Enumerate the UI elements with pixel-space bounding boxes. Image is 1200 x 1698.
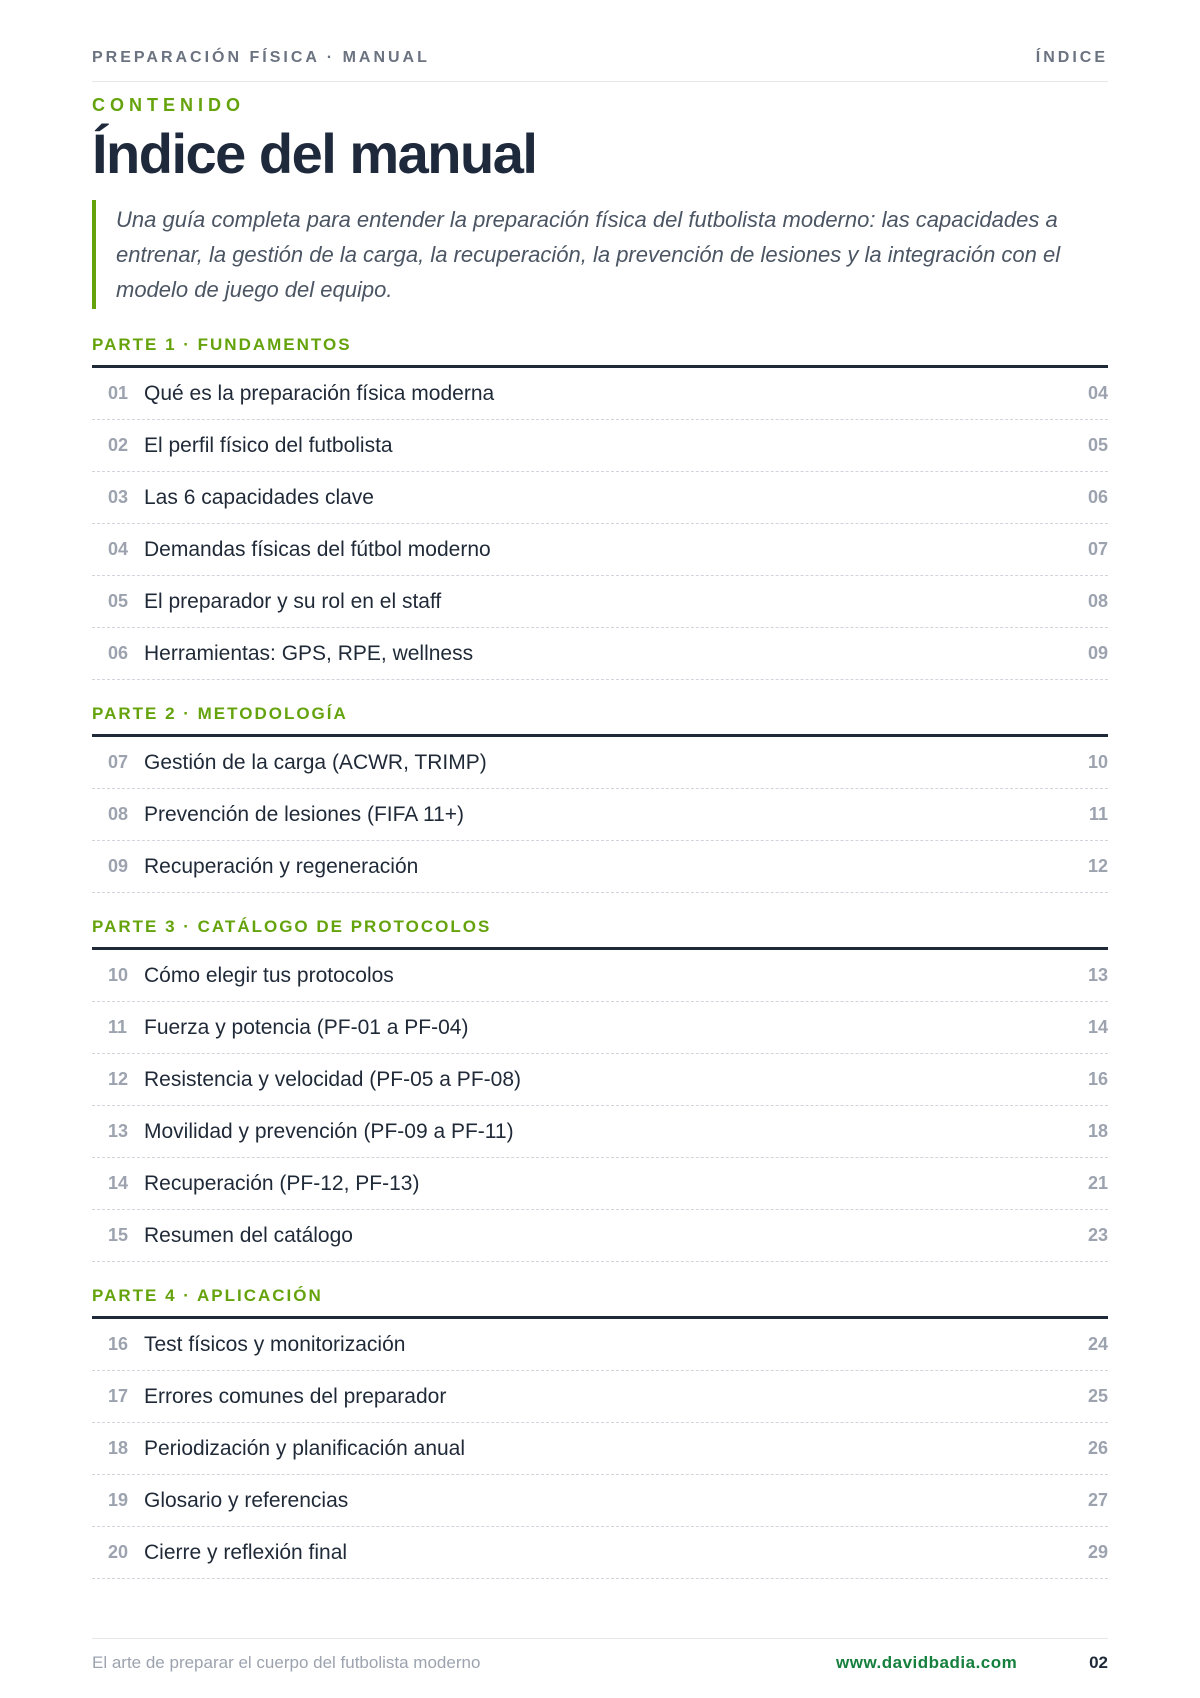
toc-entry[interactable] xyxy=(92,950,1108,1002)
entry-number: 08 xyxy=(108,804,129,825)
entry-page: 06 xyxy=(1087,487,1108,508)
toc-entry[interactable] xyxy=(92,1371,1108,1423)
toc-entry[interactable] xyxy=(92,1319,1108,1371)
toc-entry[interactable] xyxy=(92,628,1108,680)
entry-title: Cierre y reflexión final xyxy=(144,1540,348,1564)
page-title: Índice del manual xyxy=(92,122,537,185)
toc-part-4 xyxy=(92,1286,1108,1579)
running-header xyxy=(92,0,1108,82)
entry-number: 01 xyxy=(108,383,129,404)
toc-entry[interactable] xyxy=(92,1002,1108,1054)
entry-page: 23 xyxy=(1087,1225,1108,1246)
entry-number: 05 xyxy=(108,591,129,612)
part-title: PARTE 1 · FUNDAMENTOS xyxy=(92,335,1108,368)
entry-title: Recuperación (PF-12, PF-13) xyxy=(144,1171,420,1195)
manual-page xyxy=(92,0,1108,1698)
section-eyebrow: CONTENIDO xyxy=(92,95,245,115)
entry-page: 12 xyxy=(1087,856,1108,877)
entry-title: El perfil físico del futbolista xyxy=(144,433,393,457)
entry-page: 10 xyxy=(1087,752,1108,773)
entry-number: 02 xyxy=(108,435,129,456)
entry-page: 11 xyxy=(1088,804,1108,825)
entry-number: 13 xyxy=(108,1121,129,1142)
toc-entry[interactable] xyxy=(92,368,1108,420)
toc-entry[interactable] xyxy=(92,1527,1108,1579)
toc-entry[interactable] xyxy=(92,472,1108,524)
entry-title: Qué es la preparación física moderna xyxy=(144,381,495,405)
intro-blockquote: Una guía completa para entender la preparación física del futbolista moderno: las capacidades a entrenar, la gestión de la carga, la recuperación, la prevención de lesiones y la integración con el modelo de juego del equipo. xyxy=(92,200,1108,309)
toc-entry[interactable] xyxy=(92,1475,1108,1527)
entry-number: 09 xyxy=(108,856,129,877)
entry-page: 13 xyxy=(1087,965,1108,986)
entry-title: Errores comunes del preparador xyxy=(144,1384,447,1408)
entry-number: 04 xyxy=(108,539,129,560)
entry-page: 24 xyxy=(1087,1334,1108,1355)
entry-title: Cómo elegir tus protocolos xyxy=(144,963,394,987)
entry-page: 04 xyxy=(1087,383,1108,404)
toc-entry[interactable] xyxy=(92,1158,1108,1210)
toc-entry[interactable] xyxy=(92,1054,1108,1106)
entry-title: Gestión de la carga (ACWR, TRIMP) xyxy=(144,750,487,774)
toc-entry[interactable] xyxy=(92,789,1108,841)
entry-page: 29 xyxy=(1087,1542,1108,1563)
toc-entry[interactable] xyxy=(92,576,1108,628)
footer-tagline: El arte de preparar el cuerpo del futbolista moderno xyxy=(92,1653,481,1672)
table-of-contents xyxy=(92,335,1108,1579)
entry-number: 12 xyxy=(108,1069,129,1090)
toc-part-3 xyxy=(92,917,1108,1262)
entry-number: 11 xyxy=(108,1017,128,1038)
entry-page: 16 xyxy=(1087,1069,1108,1090)
entry-page: 26 xyxy=(1087,1438,1108,1459)
entry-number: 18 xyxy=(108,1438,129,1459)
entry-title: Las 6 capacidades clave xyxy=(144,485,374,509)
page-number: 02 xyxy=(1089,1653,1108,1672)
entry-title: Herramientas: GPS, RPE, wellness xyxy=(144,641,474,665)
part-title: PARTE 3 · CATÁLOGO DE PROTOCOLOS xyxy=(92,917,1108,950)
entry-page: 08 xyxy=(1087,591,1108,612)
entry-page: 07 xyxy=(1087,539,1108,560)
toc-part-1 xyxy=(92,335,1108,680)
entry-number: 03 xyxy=(108,487,129,508)
entry-title: Resumen del catálogo xyxy=(144,1223,353,1247)
entry-number: 17 xyxy=(108,1386,129,1407)
header-page-label: ÍNDICE xyxy=(1035,49,1108,66)
entry-title: Glosario y referencias xyxy=(144,1488,349,1512)
toc-entry[interactable] xyxy=(92,841,1108,893)
header-section-title: PREPARACIÓN FÍSICA · MANUAL xyxy=(92,49,430,66)
entry-page: 18 xyxy=(1087,1121,1108,1142)
entry-title: Periodización y planificación anual xyxy=(144,1436,466,1460)
entry-number: 07 xyxy=(108,752,129,773)
entry-number: 20 xyxy=(108,1542,129,1563)
part-title: PARTE 4 · APLICACIÓN xyxy=(92,1286,1108,1319)
toc-entry[interactable] xyxy=(92,1106,1108,1158)
entry-page: 14 xyxy=(1087,1017,1108,1038)
entry-title: Test físicos y monitorización xyxy=(144,1332,406,1356)
toc-entry[interactable] xyxy=(92,420,1108,472)
entry-title: Resistencia y velocidad (PF-05 a PF-08) xyxy=(144,1067,521,1091)
entry-number: 10 xyxy=(108,965,129,986)
entry-title: Fuerza y potencia (PF-01 a PF-04) xyxy=(144,1015,469,1039)
entry-page: 21 xyxy=(1087,1173,1108,1194)
entry-page: 27 xyxy=(1087,1490,1108,1511)
entry-page: 09 xyxy=(1087,643,1108,664)
toc-entry[interactable] xyxy=(92,1210,1108,1262)
part-title: PARTE 2 · METODOLOGÍA xyxy=(92,704,1108,737)
entry-page: 25 xyxy=(1087,1386,1108,1407)
entry-title: Demandas físicas del fútbol moderno xyxy=(144,537,491,561)
entry-title: Recuperación y regeneración xyxy=(144,854,419,878)
entry-number: 14 xyxy=(108,1173,129,1194)
entry-number: 16 xyxy=(108,1334,129,1355)
entry-title: El preparador y su rol en el staff xyxy=(144,589,442,613)
toc-entry[interactable] xyxy=(92,1423,1108,1475)
toc-entry[interactable] xyxy=(92,524,1108,576)
entry-title: Movilidad y prevención (PF-09 a PF-11) xyxy=(144,1119,514,1143)
entry-page: 05 xyxy=(1087,435,1108,456)
entry-title: Prevención de lesiones (FIFA 11+) xyxy=(144,802,465,826)
toc-part-2 xyxy=(92,704,1108,893)
entry-number: 15 xyxy=(108,1225,129,1246)
toc-entry[interactable] xyxy=(92,737,1108,789)
entry-number: 19 xyxy=(108,1490,129,1511)
page-footer xyxy=(92,1638,1108,1673)
entry-number: 06 xyxy=(108,643,129,664)
website-link[interactable]: www.davidbadia.com xyxy=(836,1653,1018,1672)
